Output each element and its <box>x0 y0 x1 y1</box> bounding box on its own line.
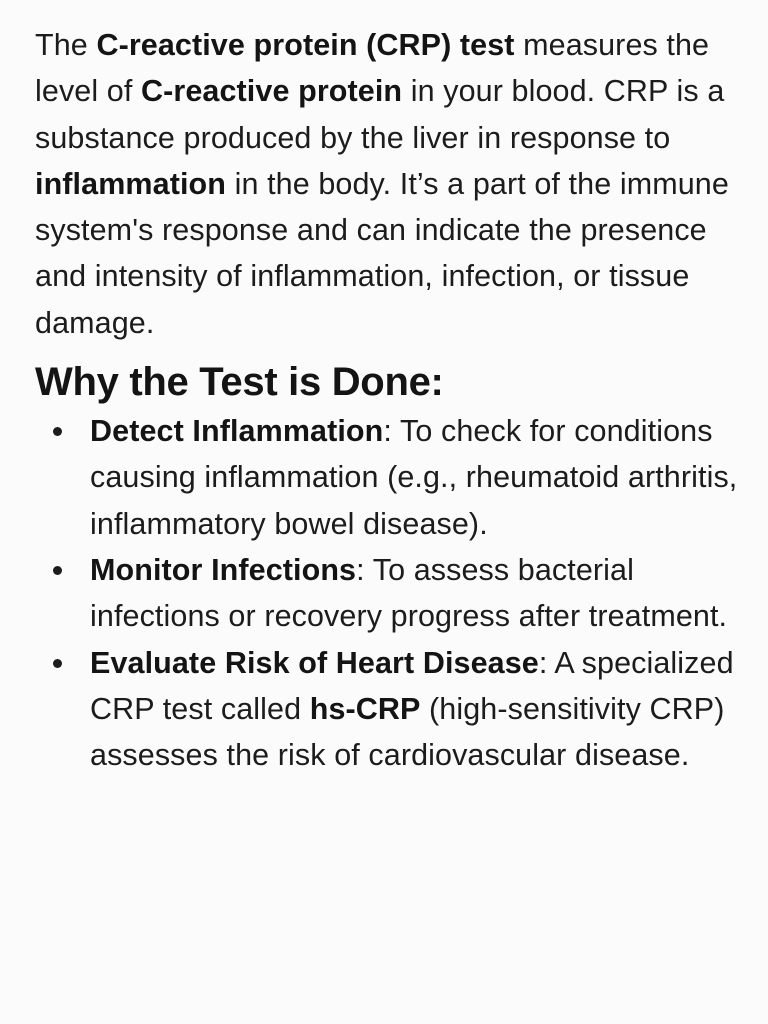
intro-text: in your blood. CRP is a substance produced by the liver in response to <box>35 74 725 155</box>
list-item-title: Evaluate Risk of Heart Disease <box>90 645 539 680</box>
list-item <box>35 547 740 640</box>
list-item-text: : A specialized CRP test called <box>90 645 734 726</box>
list-item-bold-hs-crp: hs-CRP <box>309 691 421 726</box>
intro-bold-crp-test: C-reactive protein (CRP) test <box>96 28 515 62</box>
list-item <box>35 640 740 779</box>
bullet-icon <box>53 659 62 668</box>
intro-paragraph <box>35 22 740 346</box>
intro-text: in the body. It’s a part of the immune system's response and can indicate the presence and intensity of inflammation, infection, or tissue damage. <box>35 166 729 340</box>
article <box>35 22 740 778</box>
list-item <box>35 408 740 547</box>
bullet-icon <box>53 427 62 436</box>
section-heading: Why the Test is Done: <box>35 360 444 405</box>
list-item-title: Detect Inflammation <box>90 414 384 449</box>
intro-text: The <box>35 28 97 62</box>
bullet-icon <box>53 566 62 575</box>
list-item-text: : To assess bacterial infections or recovery progress after treatment. <box>90 552 728 634</box>
intro-bold-inflammation: inflammation <box>35 166 226 201</box>
intro-bold-crp: C-reactive protein <box>141 74 403 109</box>
list-item-text: : To check for conditions causing inflammation (e.g., rheumatoid arthritis, inflammatory bowel disease). <box>90 414 738 541</box>
intro-text: measures the level of <box>35 28 710 109</box>
reasons-list <box>35 408 740 778</box>
list-item-text: (high-sensitivity CRP) assesses the risk of cardiovascular disease. <box>90 691 725 773</box>
list-item-title: Monitor Infections <box>90 552 357 587</box>
